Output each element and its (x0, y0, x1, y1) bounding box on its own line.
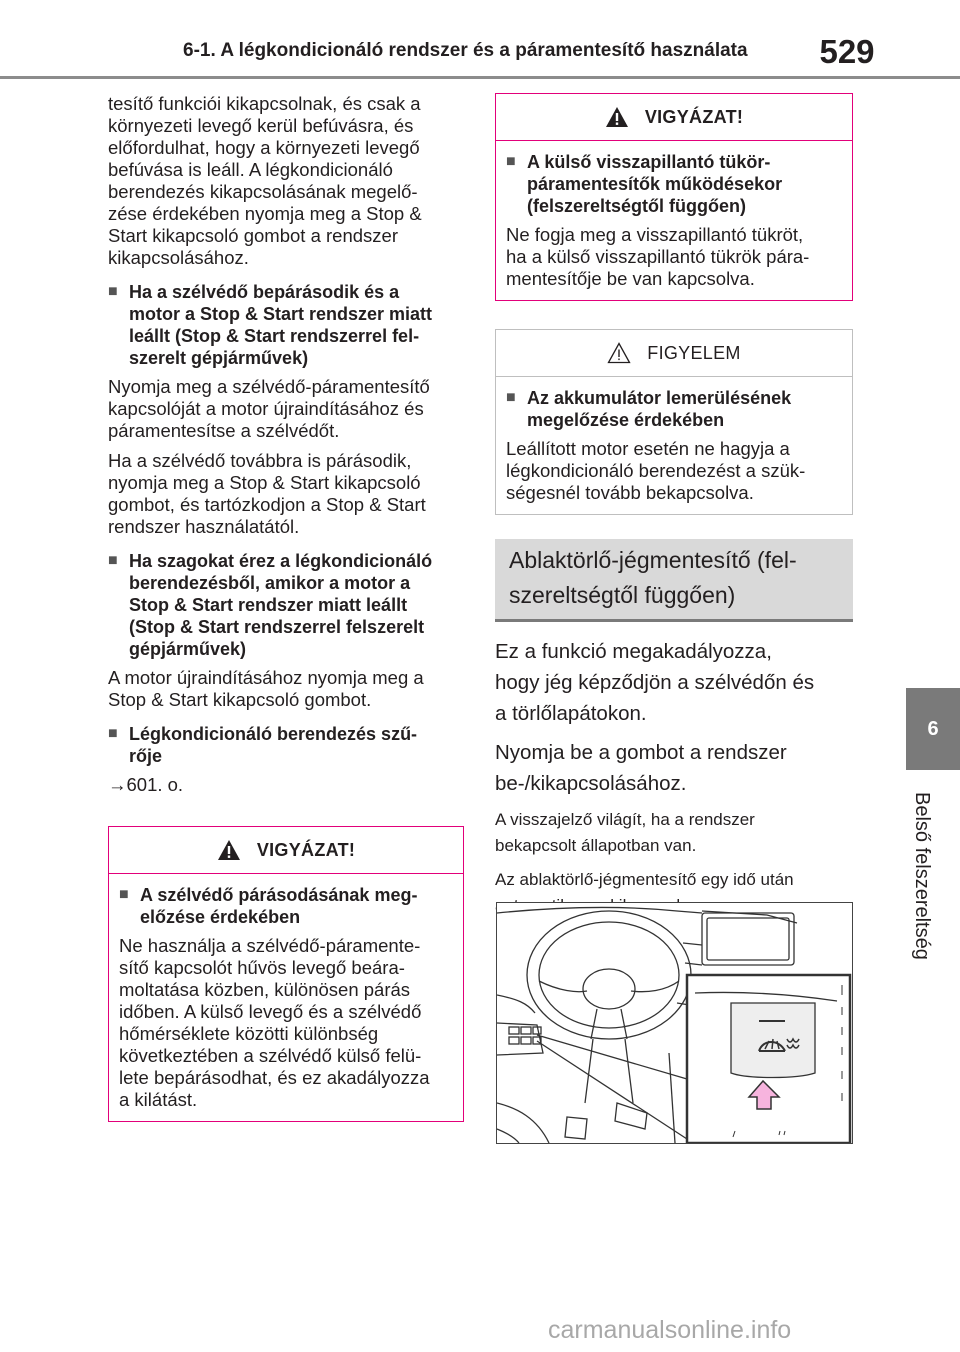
chapter-tab[interactable] (906, 688, 960, 770)
paragraph: Ez a funkció megakadályozza, hogy jég képződjön a szélvédőn és a törlőlapátokon. (495, 640, 815, 725)
caution-box (108, 826, 464, 1122)
paragraph: Nyomja meg a szélvédő-páramentesítő kapcsolóját a motor újraindításához és páramentesítse a szélvédőt. (108, 376, 430, 441)
paragraph: A motor újraindításához nyomja meg a Stop & Start kikapcsoló gombot. (108, 667, 424, 710)
subsection-heading-filter: ■ Légkondicionáló berendezés szű- rője (108, 724, 418, 766)
warning-triangle-icon (217, 839, 241, 861)
square-bullet-icon: ■ (108, 725, 118, 742)
right-column (495, 93, 853, 927)
paragraph: Ha a szélvédő továbbra is párásodik, nyomja meg a Stop & Start kikapcsoló gombot, és tartózkodjon a Stop & Start rendszer használatától. (108, 450, 426, 537)
square-bullet-icon: ■ (108, 283, 118, 300)
left-column (108, 93, 464, 1122)
caution-heading: ■ A szélvédő párásodásának meg- előzése érdekében (119, 885, 418, 927)
section-heading: Ablaktörlő-jégmentesítő (fel- szereltségtől függően) (495, 539, 853, 622)
dashboard-illustration (496, 902, 853, 1144)
notice-text: Leállított motor esetén ne hagyja a légkondicionáló berendezést a szük- ségesnél tovább bekapcsolva. (506, 438, 806, 503)
chapter-title: 6-1. A légkondicionáló rendszer és a páramentesítő használata (183, 40, 748, 61)
chapter-tab-number: 6 (927, 717, 939, 740)
intro-paragraph: tesítő funkciói kikapcsolnak, és csak a környezeti levegő kerül befúvásra, és előfordulhat, hogy a környezeti levegő befúvása is leáll. A légkondicionáló berendezés kikapcsolásának megelő- zése érdekében nyomja meg a Stop & Start kikapcsoló gombot a rendszer kikapcsolásához. (108, 93, 422, 268)
paragraph: Az ablaktörlő-jégmentesítő egy idő után (495, 870, 794, 889)
caution-text: Ne használja a szélvédő-páramente- sítő kapcsolót hűvös levegő beára- moltatása közben, különösen párás időben. A külső levegő és a szélvédő hőmérséklete közötti különbség következtében a szélvédő külső felü- lete bepárásodhat, és ez akadályozza a kilátást. (119, 935, 430, 1110)
page-reference-link[interactable]: →601. o. (108, 774, 184, 795)
page-number: 529 (819, 33, 875, 70)
square-bullet-icon: ■ (506, 389, 516, 406)
caution-text: Ne fogja meg a visszapillantó tükröt, ha a külső visszapillantó tükrök pára- mentesítője be van kapcsolva. (506, 224, 810, 289)
subsection-heading-odors: ■ Ha szagokat érez a légkondicionáló berendezésből, amikor a motor a Stop & Start rendszer miatt leállt (Stop & Start rendszerrel felszerelt gépjárművek) (108, 551, 433, 659)
square-bullet-icon: ■ (506, 153, 516, 170)
watermark: carmanualsonline.info (548, 1316, 792, 1344)
caution-heading: ■ A külső visszapillantó tükör- páramentesítők működésekor (felszereltségtől függően) (506, 152, 783, 216)
notice-title: FIGYELEM (647, 342, 741, 363)
paragraph: Nyomja be a gombot a rendszer be-/kikapcsolásához. (495, 741, 787, 795)
caution-title: VIGYÁZAT! (256, 839, 356, 860)
header-divider (0, 76, 960, 79)
caution-box (495, 93, 853, 301)
paragraph: A visszajelző világít, ha a rendszer bekapcsolt állapotban van. (495, 810, 755, 855)
notice-heading: ■ Az akkumulátor lemerülésének megelőzése érdekében (506, 388, 792, 430)
square-bullet-icon: ■ (119, 886, 129, 903)
warning-triangle-icon (605, 106, 629, 128)
subsection-heading-fogging: ■ Ha a szélvédő bepárásodik és a motor a Stop & Start rendszer miatt leállt (Stop & Start rendszerrel fel- szerelt gépjárművek) (108, 282, 433, 368)
caution-title: VIGYÁZAT! (644, 106, 744, 127)
notice-box (495, 329, 853, 515)
square-bullet-icon: ■ (108, 552, 118, 569)
notice-triangle-icon (607, 342, 631, 364)
dashboard-drawing (497, 903, 852, 1143)
chapter-tab-label: Belső felszereltség (911, 792, 933, 960)
